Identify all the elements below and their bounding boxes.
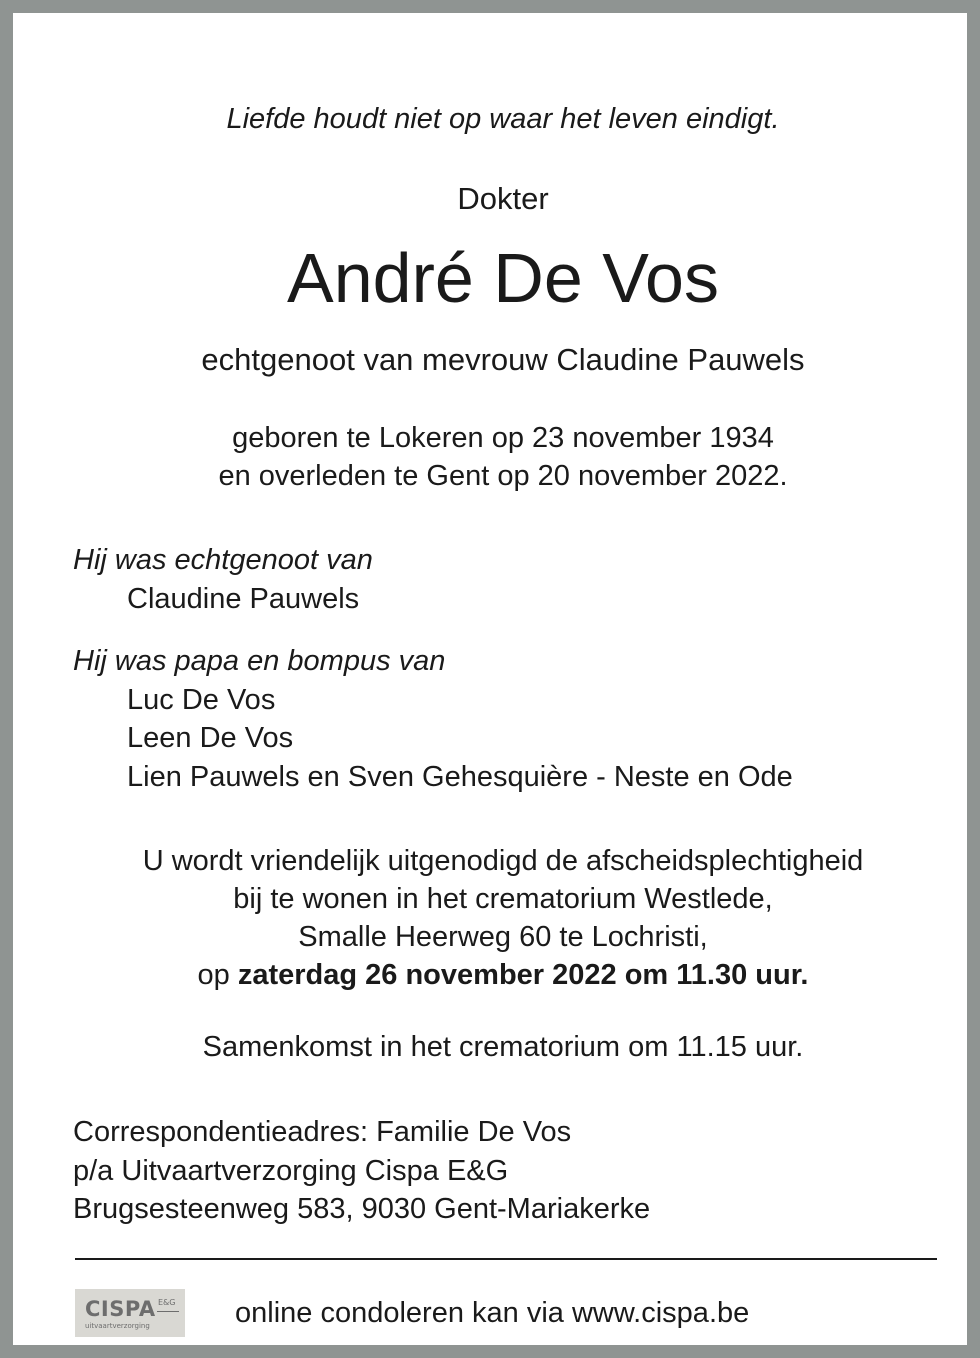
logo-superscript: E&G [158,1298,176,1307]
invitation-line: Smalle Heerweg 60 te Lochristi, [298,921,708,953]
address-line: p/a Uitvaartverzorging Cispa E&G [73,1154,509,1187]
motto: Liefde houdt niet op waar het leven eindigt. [226,103,780,135]
divider [75,1258,937,1260]
online-condolence-text: online condoleren kan via www.cispa.be [235,1297,750,1329]
professional-title: Dokter [457,181,549,216]
birth-line: geboren te Lokeren op 23 november 1934 [232,422,774,454]
deceased-name: André De Vos [287,239,719,317]
family-member: Lien Pauwels en Sven Gehesquière - Neste en Ode [127,761,793,793]
life-dates [13,419,980,495]
logo-subtitle: uitvaartverzorging [85,1322,150,1330]
ceremony-date-prefix: op [197,959,230,991]
invitation [13,842,980,994]
invitation-line: U wordt vriendelijk uitgenodigd de afscheidsplechtigheid [142,845,864,877]
address-line: Brugsesteenweg 583, 9030 Gent-Mariakerke [73,1193,651,1225]
family-member: Luc De Vos [127,684,276,716]
family-heading: Hij was papa en bompus van [73,645,446,677]
spouse-name: Claudine Pauwels [127,583,360,615]
ceremony-date-line [13,956,980,994]
spouse-heading: Hij was echtgenoot van [73,544,373,576]
death-line: en overleden te Gent op 20 november 2022. [218,460,788,492]
logo-underline [157,1311,179,1312]
ceremony-date: zaterdag 26 november 2022 om 11.30 uur. [237,959,809,991]
address-line: Correspondentieadres: Familie De Vos [73,1116,572,1148]
correspondence-address [73,1113,650,1229]
cispa-logo [75,1289,185,1337]
logo-wordmark: CISPA [85,1297,156,1321]
invitation-line: bij te wonen in het crematorium Westlede, [233,883,773,915]
family-member: Leen De Vos [127,722,294,754]
meeting-time: Samenkomst in het crematorium om 11.15 uur. [202,1031,804,1063]
spouse-line: echtgenoot van mevrouw Claudine Pauwels [201,342,805,377]
